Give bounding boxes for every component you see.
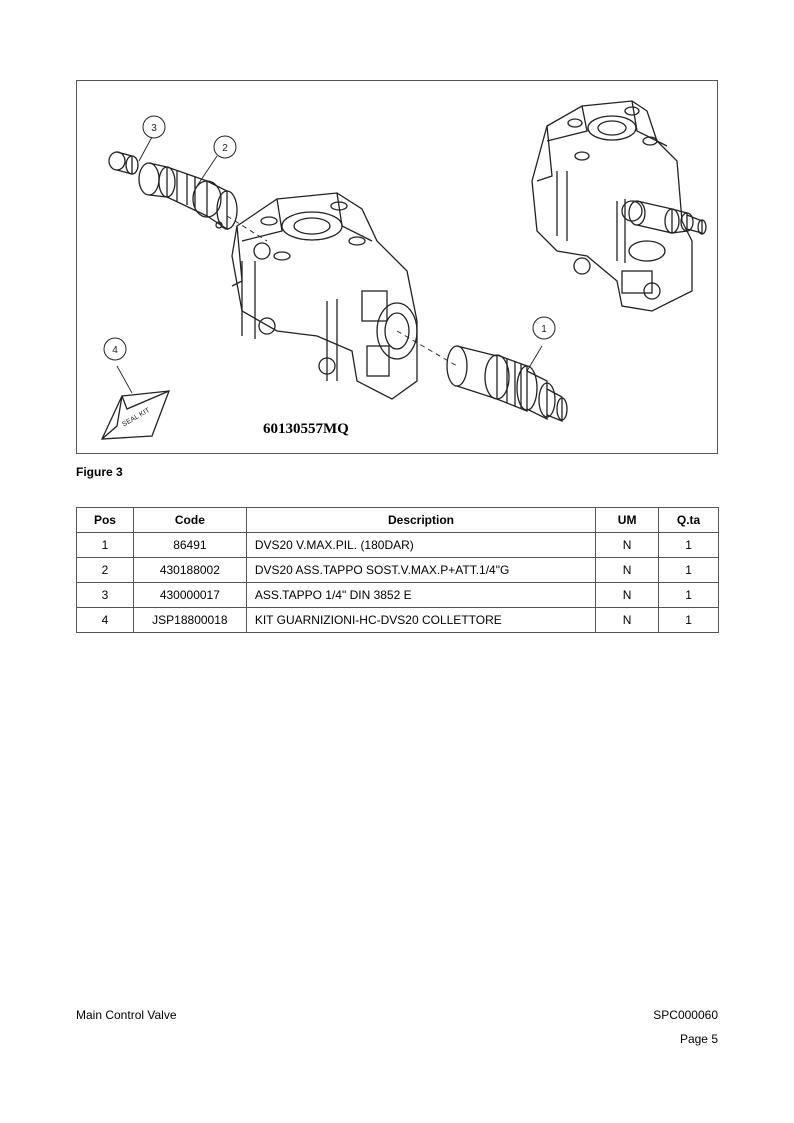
callout-label-3: 3 — [151, 123, 157, 134]
table-header-row — [77, 508, 719, 533]
cell-pos: 1 — [77, 533, 134, 558]
callout-label-2: 2 — [222, 143, 228, 154]
cell-um: N — [596, 583, 659, 608]
parts-table — [76, 507, 719, 633]
cell-pos: 2 — [77, 558, 134, 583]
cell-code: 430188002 — [133, 558, 246, 583]
assembly-center-lines — [227, 216, 457, 366]
cell-qty: 1 — [659, 533, 719, 558]
header-qty: Q.ta — [659, 508, 719, 533]
table-row — [77, 533, 719, 558]
cell-um: N — [596, 558, 659, 583]
table-row — [77, 558, 719, 583]
part-3-plug — [109, 152, 138, 174]
header-code: Code — [133, 508, 246, 533]
part-2-cartridge — [139, 163, 237, 229]
cell-qty: 1 — [659, 608, 719, 633]
cell-code: JSP18800018 — [133, 608, 246, 633]
cell-qty: 1 — [659, 558, 719, 583]
callout-label-4: 4 — [112, 345, 118, 356]
table-row — [77, 583, 719, 608]
drawing-part-code: 60130557MQ — [263, 421, 349, 437]
cell-pos: 3 — [77, 583, 134, 608]
exploded-view-figure — [76, 80, 718, 454]
header-pos: Pos — [77, 508, 134, 533]
cell-um: N — [596, 608, 659, 633]
cell-qty: 1 — [659, 583, 719, 608]
cell-um: N — [596, 533, 659, 558]
table-row — [77, 608, 719, 633]
callout-leaders — [117, 137, 542, 393]
cell-description: DVS20 V.MAX.PIL. (180DAR) — [246, 533, 595, 558]
header-description: Description — [246, 508, 595, 533]
part-1-relief-valve — [447, 346, 567, 421]
callout-label-1: 1 — [541, 324, 547, 335]
footer-page-number: Page 5 — [679, 1032, 718, 1046]
cell-description: KIT GUARNIZIONI-HC-DVS20 COLLETTORE — [246, 608, 595, 633]
assembled-valve-body — [532, 101, 706, 311]
exploded-valve-body — [232, 193, 417, 399]
figure-caption: Figure 3 — [76, 465, 123, 479]
cell-code: 430000017 — [133, 583, 246, 608]
seal-kit-label: SEAL KIT — [121, 407, 152, 429]
footer-doc-code: SPC000060 — [653, 1008, 718, 1022]
exploded-view-drawing — [77, 81, 717, 453]
cell-description: DVS20 ASS.TAPPO SOST.V.MAX.P+ATT.1/4"G — [246, 558, 595, 583]
footer-section-title: Main Control Valve — [76, 1008, 177, 1022]
cell-code: 86491 — [133, 533, 246, 558]
cell-description: ASS.TAPPO 1/4" DIN 3852 E — [246, 583, 595, 608]
cell-pos: 4 — [77, 608, 134, 633]
header-um: UM — [596, 508, 659, 533]
